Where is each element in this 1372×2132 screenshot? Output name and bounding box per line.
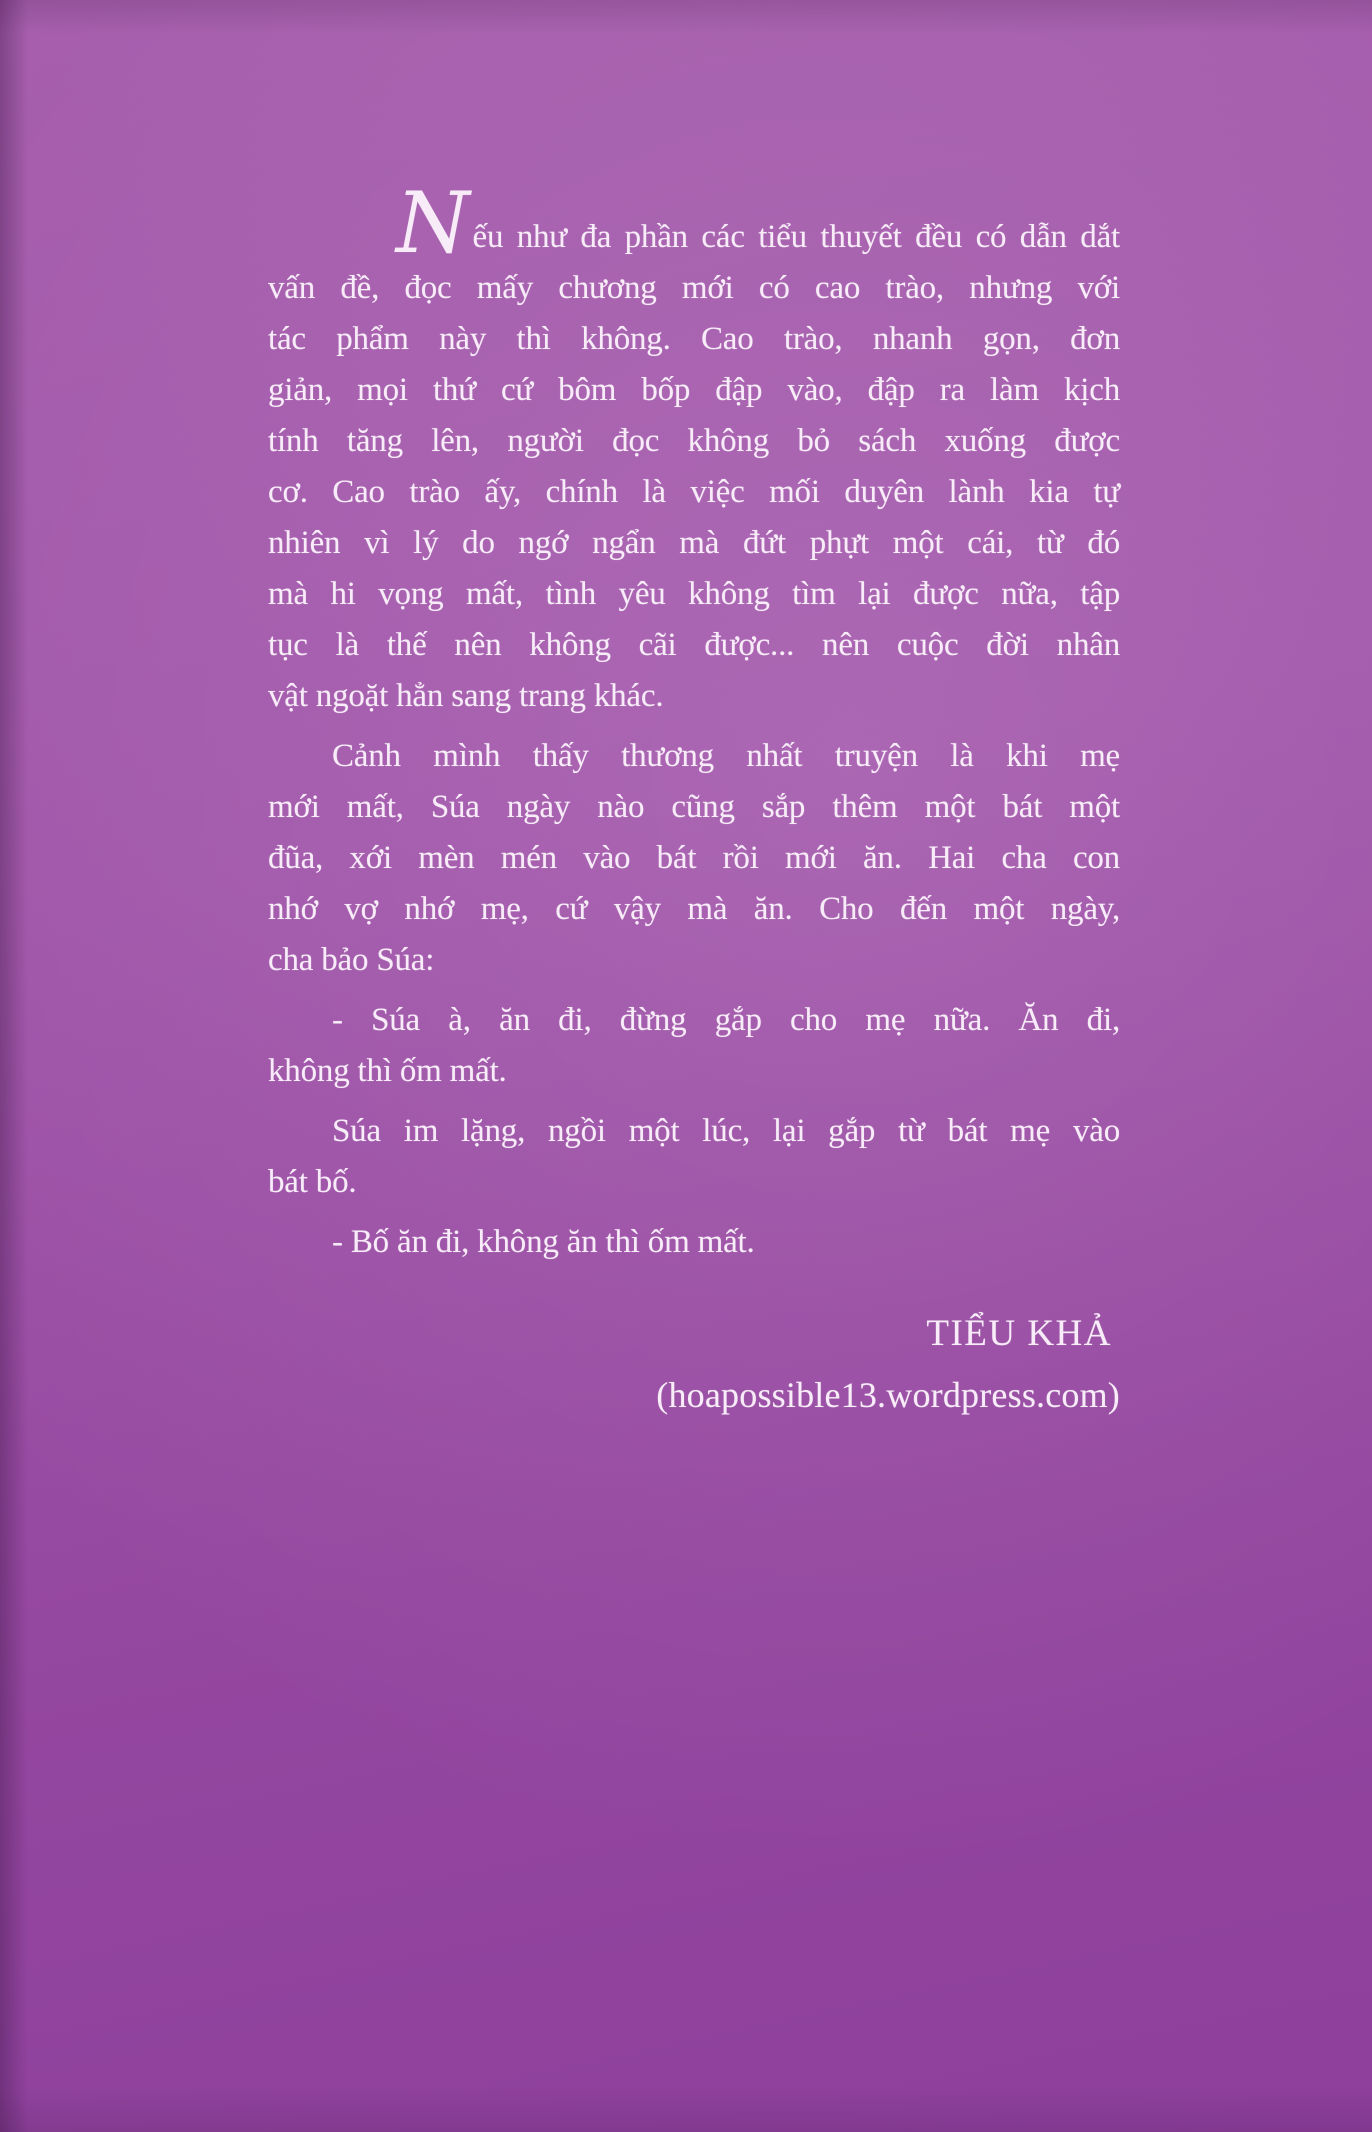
- blurb-line: nhiên vì lý do ngớ ngẩn mà đứt phựt một cái, từ đó: [268, 525, 1120, 561]
- blurb-line: nhớ vợ nhớ mẹ, cứ vậy mà ăn. Cho đến một ngày,: [268, 891, 1120, 927]
- blurb-line: - Súa à, ăn đi, đừng gắp cho mẹ nữa. Ăn đi,: [332, 1002, 1120, 1038]
- blurb-line: tác phẩm này thì không. Cao trào, nhanh gọn, đơn: [268, 321, 1120, 357]
- blurb-text-block: [268, 174, 1120, 1268]
- blurb-line: đũa, xới mèn mén vào bát rồi mới ăn. Hai cha con: [268, 840, 1120, 876]
- blurb-line: vấn đề, đọc mấy chương mới có cao trào, nhưng với: [268, 270, 1120, 306]
- paragraph: [268, 174, 1120, 722]
- author-name: TIỂU KHẢ: [926, 1313, 1112, 1354]
- blurb-line: tục là thế nên không cãi được... nên cuộc đời nhân: [268, 627, 1120, 663]
- blurb-line: không thì ốm mất.: [268, 1053, 507, 1089]
- blurb-line: mới mất, Súa ngày nào cũng sắp thêm một bát một: [268, 789, 1120, 825]
- paragraph: [268, 731, 1120, 986]
- paragraph: [268, 995, 1120, 1097]
- author-website: (hoapossible13.wordpress.com): [656, 1375, 1120, 1415]
- signature-block: [268, 1302, 1120, 1424]
- blurb-line: Súa im lặng, ngồi một lúc, lại gắp từ bát mẹ vào: [332, 1113, 1120, 1149]
- blurb-line: Nếu như đa phần các tiểu thuyết đều có dẫn dắt: [396, 174, 1120, 272]
- blurb-line: cha bảo Súa:: [268, 942, 435, 978]
- paragraph: [268, 1217, 1120, 1268]
- blurb-line: giản, mọi thứ cứ bôm bốp đập vào, đập ra làm kịch: [268, 372, 1120, 408]
- blurb-line: mà hi vọng mất, tình yêu không tìm lại được nữa, tập: [268, 576, 1120, 612]
- blurb-line: - Bố ăn đi, không ăn thì ốm mất.: [332, 1224, 755, 1260]
- blurb-line: Cảnh mình thấy thương nhất truyện là khi mẹ: [332, 738, 1120, 774]
- blurb-line: bát bố.: [268, 1164, 357, 1200]
- blurb-line: cơ. Cao trào ấy, chính là việc mối duyên lành kia tự: [268, 474, 1120, 510]
- paragraph: [268, 1106, 1120, 1208]
- blurb-line: tính tăng lên, người đọc không bỏ sách xuống được: [268, 423, 1120, 459]
- blurb-line: vật ngoặt hẳn sang trang khác.: [268, 678, 664, 714]
